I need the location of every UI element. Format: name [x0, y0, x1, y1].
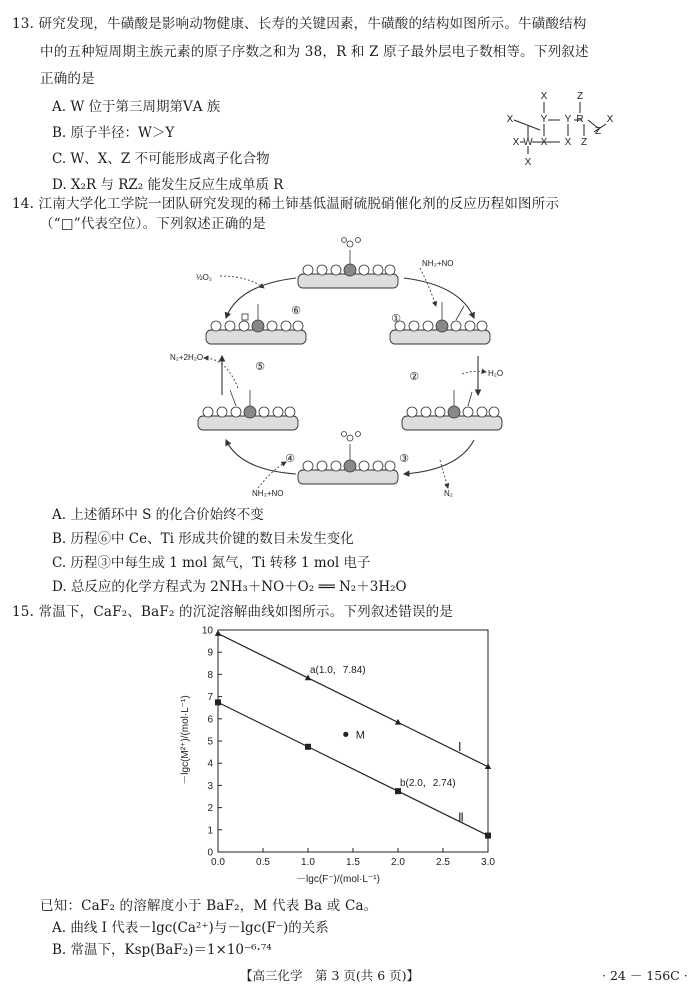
- x-tick-label: 1.0: [301, 857, 315, 868]
- atom-label: X: [606, 114, 614, 125]
- q14-stem-line: 14. 江南大学化工学院一团队研究发现的稀土铈基低温耐硫脱硝催化剂的反应历程如图所示: [12, 196, 560, 212]
- data-point: [215, 630, 221, 636]
- q15-option-b: B. 常温下，Ksp(BaF₂)＝1×10⁻⁶·⁷⁴: [52, 942, 272, 958]
- atom-label: R: [576, 114, 584, 125]
- step-label: ④: [285, 453, 295, 465]
- step-label: ⑤: [255, 361, 265, 373]
- x-tick-label: 3.0: [481, 857, 495, 868]
- series-name-label: Ⅱ: [458, 810, 464, 825]
- step-label: ②: [409, 371, 419, 383]
- catalyst-surface: [390, 302, 490, 344]
- y-tick-label: 2: [207, 803, 213, 815]
- q13-stem-line: 正确的是: [40, 71, 95, 87]
- q14-option-d: D. 总反应的化学方程式为 2NH₃＋NO＋O₂ ══ N₂＋3H₂O: [52, 579, 407, 595]
- taurine-structure: [498, 88, 628, 174]
- q13-option-a: A. W 位于第三周期第ⅤA 族: [52, 99, 221, 115]
- o2-label: ½O₂: [196, 273, 212, 282]
- atom-label: Y: [564, 114, 572, 125]
- series-line: [218, 634, 488, 767]
- catalyst-surface: [298, 238, 398, 289]
- x-tick-label: 0.0: [211, 857, 225, 868]
- q13-option-b: B. 原子半径：W＞Y: [52, 125, 175, 141]
- y-tick-label: 5: [207, 736, 213, 748]
- y-tick-label: 8: [207, 669, 213, 681]
- y-tick-label: 9: [207, 647, 213, 659]
- chart-series: [215, 630, 491, 839]
- x-tick-label: 0.5: [256, 857, 270, 868]
- step-label: ③: [399, 453, 409, 465]
- step-label: ①: [391, 313, 401, 325]
- catalyst-surface: [298, 432, 398, 485]
- q15-known: 已知：CaF₂ 的溶解度小于 BaF₂，M 代表 Ba 或 Ca。: [40, 898, 378, 914]
- vacancy-square: [242, 314, 248, 320]
- x-tick-label: 2.5: [436, 857, 450, 868]
- footer-page-info: 【高三化学 第 3 页(共 6 页)】: [240, 968, 420, 983]
- data-point: [215, 699, 221, 705]
- annotation-label: M: [355, 729, 365, 742]
- q14-option-b: B. 历程⑥中 Ce、Ti 形成共价键的数目未发生变化: [52, 531, 354, 547]
- y-axis-label: －lgc(M²⁺)/(mol·L⁻¹): [180, 695, 191, 785]
- atom-label: Z: [580, 137, 588, 148]
- y-tick-label: 1: [207, 825, 213, 837]
- q15-option-a: A. 曲线 Ⅰ 代表－lgc(Ca²⁺)与－lgc(F⁻)的关系: [52, 920, 329, 936]
- n2-label: N₂: [444, 489, 453, 498]
- q15-stem: 15. 常温下，CaF₂、BaF₂ 的沉淀溶解曲线如图所示。下列叙述错误的是: [12, 604, 454, 620]
- q13-stem-line: 中的五种短周期主族元素的原子序数之和为 38，R 和 Z 原子最外层电子数相等。下列叙述: [40, 44, 589, 60]
- atom-label: Z: [594, 126, 602, 137]
- solubility-chart: [178, 620, 508, 888]
- n2-2h2o-label: N₂+2H₂O: [170, 353, 204, 362]
- x-tick-label: 1.5: [346, 857, 360, 868]
- nh3-no-label: NH₃+NO: [422, 259, 454, 268]
- q13-option-d: D. X₂R 与 RZ₂ 能发生反应生成单质 R: [52, 177, 284, 193]
- y-tick-label: 4: [207, 758, 213, 770]
- catalytic-cycle-diagram: [168, 230, 540, 500]
- atom-label: X: [564, 137, 572, 148]
- catalyst-surface: [402, 390, 502, 430]
- x-tick-label: 2.0: [391, 857, 405, 868]
- chart-ticks: [202, 626, 496, 869]
- data-point: [305, 744, 311, 750]
- q13-stem-line: 13. 研究发现，牛磺酸是影响动物健康、长寿的关键因素，牛磺酸的结构如图所示。牛磺酸结构: [12, 16, 587, 32]
- x-axis-label: －lgc(F⁻)/(mol·L⁻¹): [296, 874, 380, 885]
- y-tick-label: 10: [201, 625, 213, 637]
- atom-label: X: [540, 137, 548, 148]
- step-label: ⑥: [291, 305, 301, 317]
- series-name-label: Ⅰ: [458, 739, 462, 754]
- q13-option-c: C. W、X、Z 不可能形成离子化合物: [52, 151, 270, 167]
- atom-label: W: [523, 137, 533, 148]
- plot-frame: [218, 630, 488, 852]
- footer-code: · 24 － 156C ·: [602, 968, 688, 983]
- series-line: [218, 702, 488, 835]
- y-tick-label: 3: [207, 780, 213, 792]
- catalyst-surface: [198, 390, 298, 430]
- atom-label: X: [506, 114, 514, 125]
- y-tick-label: 7: [207, 692, 213, 704]
- chart-axes: [218, 630, 488, 852]
- y-tick-label: 6: [207, 714, 213, 726]
- q14-option-a: A. 上述循环中 S 的化合价始终不变: [52, 507, 264, 523]
- h2o-label: H₂O: [488, 369, 504, 378]
- atom-label: X: [540, 91, 548, 102]
- atom-label: X: [524, 157, 532, 168]
- annotation-label: a(1.0，7.84): [310, 664, 366, 676]
- y-tick-label: 0: [207, 847, 213, 859]
- point-m: [343, 732, 348, 737]
- atom-label: X: [512, 137, 520, 148]
- annotation-label: b(2.0，2.74): [400, 778, 456, 790]
- data-point: [485, 833, 491, 839]
- atom-label: Z: [576, 91, 584, 102]
- q14-option-c: C. 历程③中每生成 1 mol 氮气，Ti 转移 1 mol 电子: [52, 555, 371, 571]
- atom-label: Y: [540, 114, 548, 125]
- nh3-no-label: NH₃+NO: [252, 489, 284, 498]
- q14-stem-line: （“□”代表空位）。下列叙述正确的是: [40, 216, 266, 232]
